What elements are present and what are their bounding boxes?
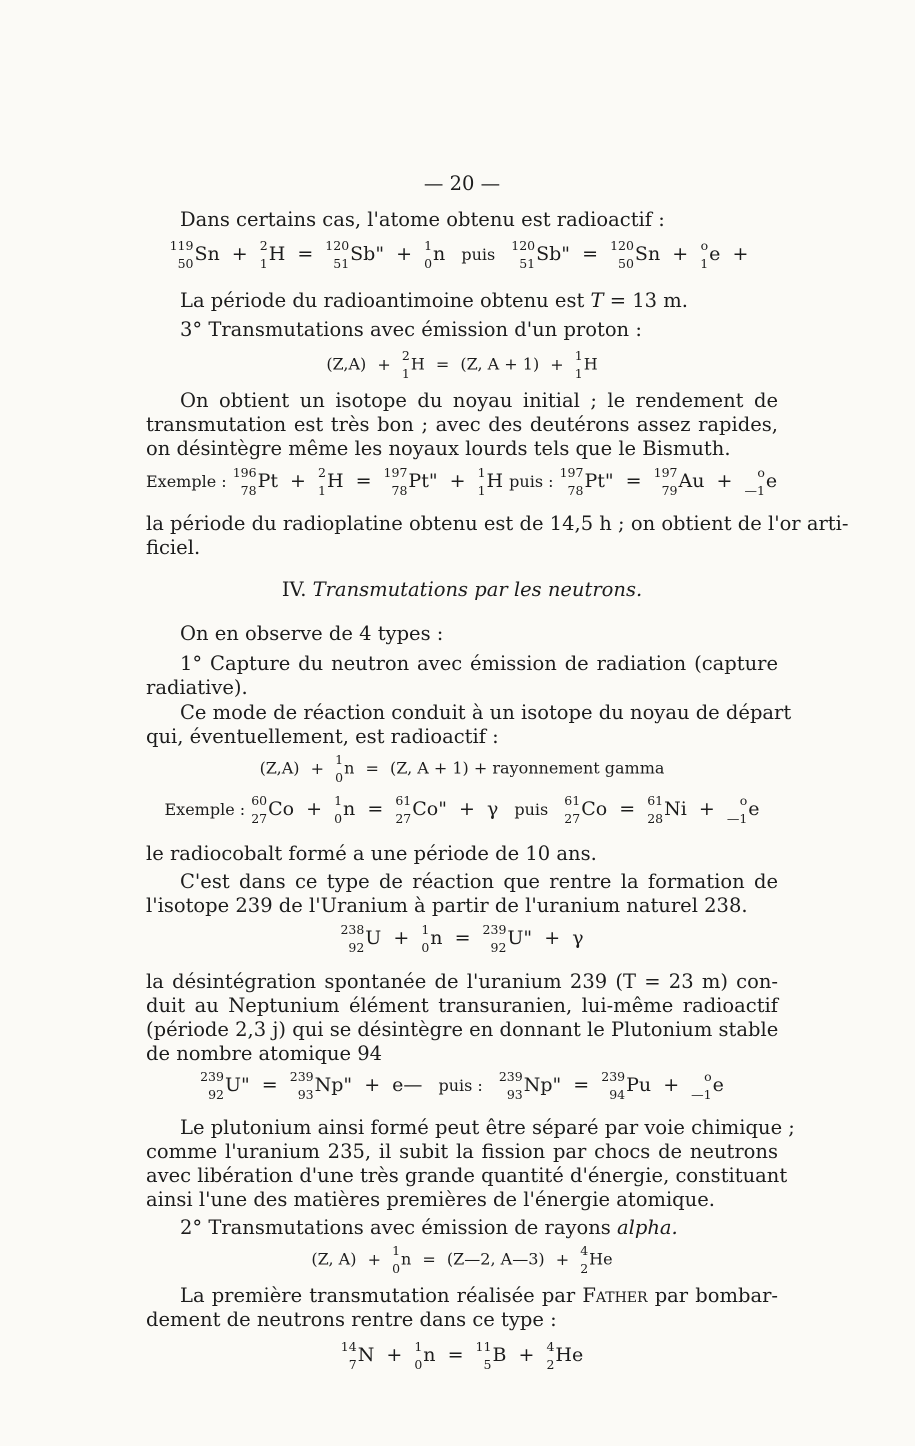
capture-title-line: 1° Capture du neutron avec émission de radiation (capture	[180, 652, 778, 675]
alpha-title: 2° Transmutations avec émission de rayons alpha.	[180, 1216, 678, 1239]
section-4-heading: IV. Transmutations par les neutrons.	[281, 578, 643, 601]
page-number: — 20 —	[423, 172, 501, 195]
nuclide: 11 5 B	[475, 1339, 507, 1372]
nuclide: 238 92 U	[340, 922, 382, 955]
plutonium-para-line: comme l'uranium 235, il subit la fission par chocs de neutrons	[146, 1140, 778, 1163]
plutonium-para-line: avec libération d'une très grande quantité d'énergie, constituant	[146, 1164, 788, 1187]
cobalt-line: le radiocobalt formé a une période de 10 ans.	[146, 842, 597, 865]
nuclide: 1 0 n	[335, 752, 355, 785]
section-3-title: 3° Transmutations avec émission d'un proton :	[180, 318, 642, 341]
equation-uranium: 238 92 U + 1 0 n = 239 92 U" + γ	[340, 922, 584, 955]
nuclide: 2 1 H	[259, 238, 286, 271]
nuclide: 4 2 He	[546, 1339, 584, 1372]
nuclide: 1 0 n	[392, 1243, 412, 1276]
equation-nitrogen: 14 7 N + 1 0 n = 11 5 B + 4 2 He	[340, 1339, 584, 1372]
puis-word: puis	[461, 245, 496, 264]
nuclide: 239 92 U"	[200, 1069, 250, 1102]
nuclide: 120 50 Sn	[610, 238, 661, 271]
nuclide: 1 1 H	[574, 348, 598, 381]
nuclide: 119 50 Sn	[169, 238, 220, 271]
nuclide: 60 27 Co	[251, 793, 295, 826]
types-intro: On en observe de 4 types :	[180, 622, 444, 645]
equation-antimony: 119 50 Sn + 2 1 H = 120 51 Sb" + 1 0 n puis 120 51 Sb" = 120 50 Sn + o 1 e +	[169, 238, 749, 271]
nuclide: 239 92 U"	[482, 922, 533, 955]
nuclide: 120 51 Sb"	[511, 238, 571, 271]
capture-para-line: qui, éventuellement, est radioactif :	[146, 725, 499, 748]
u239-para-line: (période 2,3 j) qui se désintègre en donnant le Plutonium stable	[146, 1018, 779, 1041]
u239-para-line: duit au Neptunium élément transuranien, lui-même radioactif	[146, 994, 778, 1017]
proton-para-line: on désintègre même les noyaux lourds tels que le Bismuth.	[146, 437, 731, 460]
nuclide: 1 0 n	[334, 793, 356, 826]
example-platinum: Exemple : 196 78 Pt + 2 1 H = 197 78 Pt" + 1 1 H puis : 197 78 Pt" = 197 79 Au + o —1 e	[146, 465, 778, 498]
father-para-line: La première transmutation réalisée par Father par bombar-	[180, 1284, 778, 1307]
nuclide: 239 94 Pu	[601, 1069, 652, 1102]
nuclide: 120 51 Sb"	[325, 238, 385, 271]
nuclide: o 1 e	[700, 238, 721, 271]
period-antimony-line: La période du radioantimoine obtenu est T = 13 m.	[180, 289, 688, 312]
plutonium-para-line: ainsi l'une des matières premières de l'énergie atomique.	[146, 1188, 715, 1211]
example-cobalt: Exemple : 60 27 Co + 1 0 n = 61 27 Co" + γ puis 61 27 Co = 61 28 Ni + o —1 e	[164, 793, 760, 826]
father-para-line: dement de neutrons rentre dans ce type :	[146, 1308, 557, 1331]
intro-line: Dans certains cas, l'atome obtenu est radioactif :	[180, 208, 665, 231]
nuclide: 196 78 Pt	[232, 465, 278, 498]
nuclide: 197 78 Pt"	[383, 465, 438, 498]
nuclide: 1 1 H	[477, 465, 504, 498]
uranium-para-line: l'isotope 239 de l'Uranium à partir de l'uranium naturel 238.	[146, 894, 748, 917]
nuclide: o —1 e	[744, 465, 778, 498]
nuclide: 239 93 Np"	[289, 1069, 353, 1102]
platinum-para-line: ficiel.	[146, 536, 201, 559]
platinum-para-line: la période du radioplatine obtenu est de 14,5 h ; on obtient de l'or arti-	[146, 512, 849, 535]
proton-para-line: transmutation est très bon ; avec des deutérons assez rapides,	[146, 413, 778, 436]
equation-alpha: (Z, A) + 1 0 n = (Z—2, A—3) + 4 2 He	[311, 1243, 613, 1276]
nuclide: 1 0 n	[421, 922, 443, 955]
nuclide: 61 28 Ni	[647, 793, 687, 826]
nuclide: 61 27 Co"	[395, 793, 447, 826]
nuclide: 2 1 H	[401, 348, 425, 381]
nuclide: 239 93 Np"	[498, 1069, 562, 1102]
uranium-para-line: C'est dans ce type de réaction que rentre la formation de	[180, 870, 778, 893]
capture-title-line: radiative).	[146, 676, 248, 699]
capture-para-line: Ce mode de réaction conduit à un isotope du noyau de départ	[180, 701, 792, 724]
author-name: Father	[582, 1284, 648, 1307]
nuclide: o —1 e	[726, 793, 760, 826]
u239-para-line: la désintégration spontanée de l'uranium 239 (T = 23 m) con-	[146, 970, 778, 993]
nuclide: 61 27 Co	[564, 793, 608, 826]
nuclide: 4 2 He	[580, 1243, 613, 1276]
nuclide: 2 1 H	[318, 465, 344, 498]
equation-neptunium: 239 92 U" = 239 93 Np" + e— puis : 239 93 Np" = 239 94 Pu + o —1 e	[200, 1069, 724, 1102]
nuclide: 14 7 N	[340, 1339, 375, 1372]
proton-para-line: On obtient un isotope du noyau initial ; le rendement de	[180, 389, 778, 412]
plutonium-para-line: Le plutonium ainsi formé peut être séparé par voie chimique ;	[180, 1116, 795, 1139]
nuclide: 1 0 n	[424, 238, 446, 271]
equation-capture: (Z,A) + 1 0 n = (Z, A + 1) + rayonnement gamma	[259, 752, 665, 785]
equation-proton: (Z,A) + 2 1 H = (Z, A + 1) + 1 1 H	[326, 348, 598, 381]
nuclide: 197 78 Pt"	[559, 465, 614, 498]
nuclide: 1 0 n	[414, 1339, 436, 1372]
nuclide: 197 79 Au	[653, 465, 705, 498]
nuclide: o —1 e	[691, 1069, 724, 1102]
u239-para-line: de nombre atomique 94	[146, 1042, 383, 1065]
